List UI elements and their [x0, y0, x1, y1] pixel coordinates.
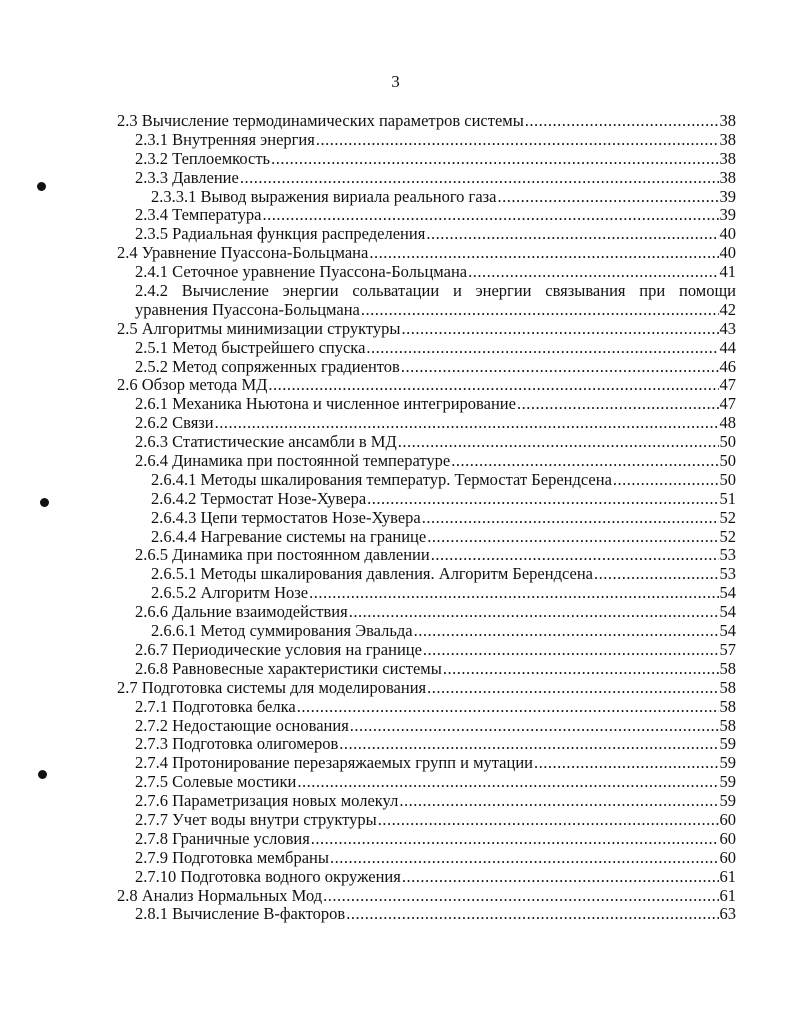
- toc-entry: [117, 698, 736, 717]
- toc-entry-title: 2.7.3 Подготовка олигомеров: [135, 734, 339, 754]
- toc-entry-title: 2.3 Вычисление термодинамических параметров системы: [117, 111, 524, 130]
- toc-entry-title: 2.7.1 Подготовка белка: [135, 696, 296, 716]
- dot-leader: [402, 868, 719, 887]
- toc-entry-page: 51: [719, 488, 736, 508]
- toc-entry-title: 2.4.1 Сеточное уравнение Пуассона-Больцмана: [135, 262, 468, 282]
- toc-entry: [117, 641, 736, 660]
- toc-entry: [117, 471, 736, 490]
- binding-hole-mark: [38, 770, 47, 779]
- toc-entry-page: 59: [719, 772, 736, 792]
- toc-entry-page: 61: [719, 885, 736, 905]
- toc-entry-title: 2.7.4 Протонирование перезаряжаемых групп и мутации: [135, 753, 533, 773]
- toc-entry-title: 2.3.3 Давление: [135, 167, 239, 187]
- dot-leader: [297, 773, 718, 792]
- dot-leader: [525, 112, 719, 131]
- toc-entry-title: 2.6.5 Динамика при постоянном давлении: [135, 545, 430, 565]
- dot-leader: [361, 301, 719, 320]
- toc-entry: [117, 868, 736, 887]
- toc-entry-page: 47: [719, 394, 736, 414]
- toc-entry-title: 2.6.7 Периодические условия на границе: [135, 639, 422, 659]
- toc-entry: [117, 169, 736, 188]
- toc-entry-title: 2.6.3 Статистические ансамбли в МД: [135, 432, 397, 452]
- toc-entry-page: 53: [719, 564, 736, 584]
- toc-entry-page: 39: [719, 186, 736, 206]
- toc-entry-title: 2.6.6.1 Метод суммирования Эвальда: [151, 621, 413, 641]
- dot-leader: [323, 887, 718, 906]
- dot-leader: [423, 641, 719, 660]
- dot-leader: [215, 414, 719, 433]
- dot-leader: [414, 622, 719, 641]
- toc-entry-page: 58: [719, 677, 736, 697]
- toc-entry-page: 57: [719, 639, 736, 659]
- toc-entry-page: 58: [719, 658, 736, 678]
- toc-entry-page: 44: [719, 337, 736, 357]
- toc-entry-page: 41: [719, 262, 736, 282]
- toc-entry-page: 54: [719, 583, 736, 603]
- toc-entry-page: 50: [719, 432, 736, 452]
- toc-entry-page: 38: [719, 148, 736, 168]
- toc-entry-page: 58: [719, 696, 736, 716]
- toc-entry-page: 38: [719, 129, 736, 149]
- dot-leader: [268, 376, 718, 395]
- dot-leader: [330, 849, 719, 868]
- toc-entry-title: 2.5.1 Метод быстрейшего спуска: [135, 337, 366, 357]
- toc-entry-page: 38: [719, 167, 736, 187]
- dot-leader: [468, 263, 718, 282]
- dot-leader: [378, 811, 719, 830]
- toc-entry-title: 2.3.1 Внутренняя энергия: [135, 129, 315, 149]
- toc-entry-page: 50: [719, 469, 736, 489]
- page-number: 3: [391, 72, 400, 91]
- toc-entry-title: 2.8.1 Вычисление В-факторов: [135, 904, 346, 924]
- dot-leader: [349, 603, 719, 622]
- toc-entry: [117, 546, 736, 565]
- dot-leader: [271, 150, 718, 169]
- dot-leader: [369, 244, 718, 263]
- toc-entry-page: 53: [719, 545, 736, 565]
- toc-entry-page: 58: [719, 715, 736, 735]
- toc-entry: [117, 339, 736, 358]
- toc-entry-page: 54: [719, 621, 736, 641]
- toc-entry-page: 40: [719, 243, 736, 263]
- toc-entry-title: 2.4.2 Вычисление энергии сольватации и энергии связывания при помощи: [135, 281, 736, 301]
- toc-entry-title: 2.6.4.2 Термостат Нозе-Хувера: [151, 488, 367, 508]
- dot-leader: [498, 188, 719, 207]
- toc-entry: [117, 735, 736, 754]
- toc-entry-title: 2.6.4.3 Цепи термостатов Нозе-Хувера: [151, 507, 421, 527]
- dot-leader: [316, 131, 719, 150]
- dot-leader: [427, 679, 718, 698]
- toc-entry-page: 47: [719, 375, 736, 395]
- toc-entry: [117, 452, 736, 471]
- toc-entry: [117, 206, 736, 225]
- toc-entry: [117, 150, 736, 169]
- toc-entry: [117, 528, 736, 547]
- toc-entry: [117, 660, 736, 679]
- dot-leader: [401, 358, 719, 377]
- toc-entry: [117, 887, 736, 906]
- toc-entry-page: 48: [719, 413, 736, 433]
- toc-entry-title: 2.5 Алгоритмы минимизации структуры: [117, 318, 401, 338]
- toc-entry-page: 54: [719, 602, 736, 622]
- toc-entry: [117, 490, 736, 509]
- toc-entry: [117, 131, 736, 150]
- dot-leader: [311, 830, 719, 849]
- toc-entry-title: 2.6.4 Динамика при постоянной температуре: [135, 451, 451, 471]
- toc-entry-title: 2.6 Обзор метода МД: [117, 375, 268, 395]
- dot-leader: [431, 546, 719, 565]
- toc-entry-title: 2.6.8 Равновесные характеристики системы: [135, 658, 442, 678]
- toc-entry-title: 2.6.1 Механика Ньютона и численное интегрирование: [135, 394, 516, 414]
- toc-entry-page: 59: [719, 753, 736, 773]
- toc-entry-page: 52: [719, 526, 736, 546]
- toc-entry-title: 2.7.2 Недостающие основания: [135, 715, 349, 735]
- toc-entry: [117, 263, 736, 282]
- toc-entry-title: 2.7.7 Учет воды внутри структуры: [135, 809, 377, 829]
- toc-entry-title: 2.7.8 Граничные условия: [135, 828, 310, 848]
- toc-entry: [117, 754, 736, 773]
- toc-entry-title: 2.8 Анализ Нормальных Мод: [117, 885, 323, 905]
- toc-entry-title: 2.7.10 Подготовка водного окружения: [135, 866, 401, 886]
- toc-entry-title: 2.7 Подготовка системы для моделирования: [117, 677, 427, 697]
- dot-leader: [426, 225, 718, 244]
- dot-leader: [339, 735, 718, 754]
- toc-entry: [117, 792, 736, 811]
- toc-entry-title: 2.6.4.1 Методы шкалирования температур. Термостат Берендсена: [151, 469, 612, 489]
- toc-entry-title: 2.3.4 Температура: [135, 205, 262, 225]
- dot-leader: [240, 169, 719, 188]
- toc-entry-title: 2.6.5.1 Методы шкалирования давления. Алгоритм Берендсена: [151, 564, 593, 584]
- dot-leader: [613, 471, 719, 490]
- dot-leader: [427, 528, 718, 547]
- toc-entry: [117, 282, 736, 320]
- dot-leader: [346, 905, 718, 924]
- toc-entry-title: 2.3.3.1 Вывод выражения вириала реального газа: [151, 186, 497, 206]
- dot-leader: [309, 584, 718, 603]
- dot-leader: [262, 206, 718, 225]
- toc-entry: [117, 622, 736, 641]
- toc-entry-page: 43: [719, 318, 736, 338]
- toc-entry: [117, 773, 736, 792]
- dot-leader: [367, 490, 718, 509]
- toc-entry-page: 38: [719, 111, 736, 130]
- toc-entry-page: 59: [719, 791, 736, 811]
- toc-entry: [117, 811, 736, 830]
- dot-leader: [366, 339, 718, 358]
- toc-entry-title: 2.6.4.4 Нагревание системы на границе: [151, 526, 427, 546]
- toc-entry: [117, 717, 736, 736]
- toc-entry: [117, 433, 736, 452]
- toc-entry-title: 2.6.5.2 Алгоритм Нозе: [151, 583, 309, 603]
- dot-leader: [402, 320, 719, 339]
- table-of-contents: [117, 112, 736, 924]
- binding-hole-mark: [40, 498, 49, 507]
- toc-entry: [117, 225, 736, 244]
- dot-leader: [399, 792, 718, 811]
- toc-entry: [117, 376, 736, 395]
- toc-entry-page: 60: [719, 828, 736, 848]
- toc-entry-title: 2.7.6 Параметризация новых молекул: [135, 791, 399, 811]
- toc-entry: [117, 584, 736, 603]
- dot-leader: [350, 717, 719, 736]
- toc-entry-page: 39: [719, 205, 736, 225]
- toc-entry-title: 2.4 Уравнение Пуассона-Больцмана: [117, 243, 369, 263]
- toc-entry: [117, 414, 736, 433]
- dot-leader: [443, 660, 719, 679]
- toc-entry: [117, 905, 736, 924]
- toc-entry: [117, 830, 736, 849]
- toc-entry: [117, 849, 736, 868]
- toc-entry: [117, 358, 736, 377]
- toc-entry-page: 40: [719, 224, 736, 244]
- dot-leader: [398, 433, 719, 452]
- toc-entry-page: 50: [719, 451, 736, 471]
- toc-entry: [117, 112, 736, 131]
- toc-entry-title: 2.6.6 Дальние взаимодействия: [135, 602, 348, 622]
- toc-entry-page: 42: [719, 299, 736, 319]
- toc-entry-title: 2.6.2 Связи: [135, 413, 214, 433]
- toc-entry: [117, 320, 736, 339]
- toc-entry-title: 2.3.2 Теплоемкость: [135, 148, 271, 168]
- toc-entry: [117, 244, 736, 263]
- dot-leader: [534, 754, 719, 773]
- toc-entry-title: 2.3.5 Радиальная функция распределения: [135, 224, 426, 244]
- toc-entry: [117, 679, 736, 698]
- toc-entry-page: 60: [719, 847, 736, 867]
- dot-leader: [451, 452, 718, 471]
- toc-entry-title: уравнения Пуассона-Больцмана: [135, 299, 360, 319]
- dot-leader: [422, 509, 719, 528]
- toc-entry-page: 59: [719, 734, 736, 754]
- toc-entry-title: 2.7.5 Солевые мостики: [135, 772, 297, 792]
- toc-entry-title: 2.5.2 Метод сопряженных градиентов: [135, 356, 400, 376]
- dot-leader: [517, 395, 719, 414]
- dot-leader: [297, 698, 719, 717]
- binding-hole-mark: [37, 182, 46, 191]
- toc-entry: [117, 395, 736, 414]
- toc-entry-page: 46: [719, 356, 736, 376]
- toc-entry: [117, 188, 736, 207]
- toc-entry: [117, 603, 736, 622]
- dot-leader: [594, 565, 719, 584]
- toc-entry-page: 52: [719, 507, 736, 527]
- toc-entry-page: 61: [719, 866, 736, 886]
- toc-entry-page: 63: [719, 904, 736, 924]
- toc-entry: [117, 565, 736, 584]
- toc-entry: [117, 509, 736, 528]
- toc-entry-page: 60: [719, 809, 736, 829]
- toc-entry-title: 2.7.9 Подготовка мембраны: [135, 847, 329, 867]
